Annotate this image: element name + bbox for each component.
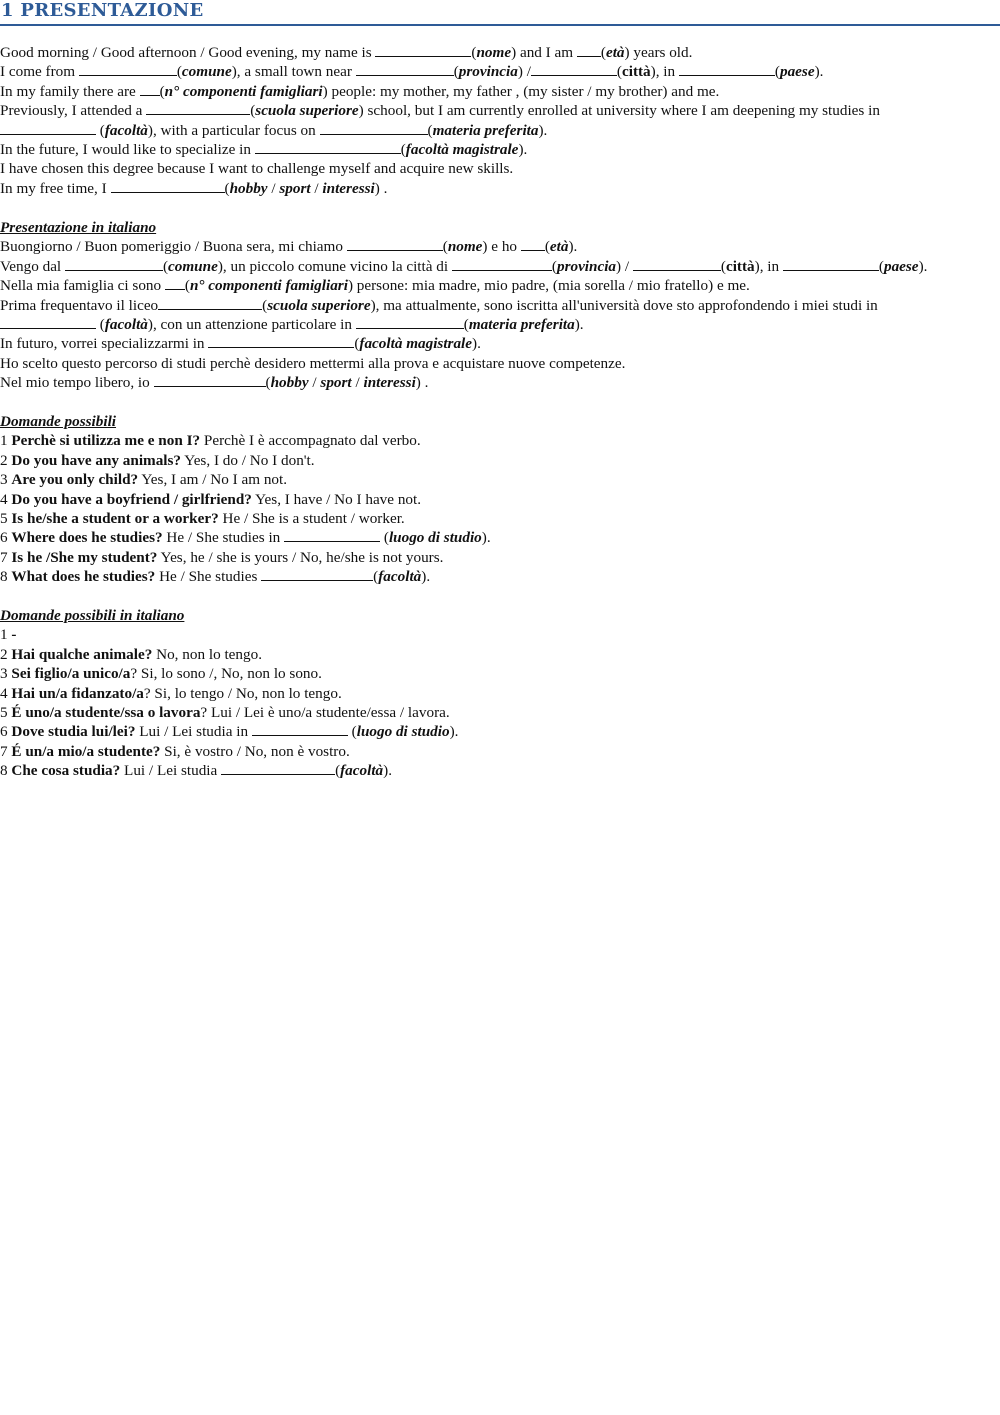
text-run: ), a small town near (231, 63, 356, 81)
text-run: ( (774, 63, 780, 81)
text-run: ). (814, 63, 824, 81)
text-run: ) school, but I am currently enrolled at university where I am deepening my studies in (358, 102, 880, 120)
text-line (0, 237, 1000, 256)
fill-in-blank (633, 257, 721, 271)
text-run: 3 (0, 471, 12, 489)
text-run: ( (176, 63, 182, 81)
emphasis-text: scuola superiore (255, 102, 359, 120)
text-run: ? Si, lo sono /, No, non lo sono. (130, 665, 322, 683)
text-run: Nel mio tempo libero, io (0, 374, 154, 392)
text-run: ( (184, 277, 190, 295)
text-run: 8 (0, 762, 12, 780)
text-line (0, 179, 1000, 198)
text-run: 6 (0, 723, 12, 741)
text-run: ) and I am (511, 44, 577, 61)
emphasis-text: provincia (458, 63, 518, 81)
emphasis-text: età (605, 44, 625, 61)
text-run: ( (354, 335, 360, 353)
fill-in-blank (146, 101, 250, 115)
text-run: ), ma attualmente, sono iscritta all'università dove sto approfondendo i miei studi in (370, 296, 878, 314)
text-line (0, 431, 1000, 450)
fill-in-blank (255, 140, 401, 154)
fill-in-blank (79, 62, 177, 76)
fill-in-blank (221, 761, 335, 775)
text-line (0, 296, 1000, 315)
text-run: 5 (0, 703, 12, 721)
text-run: ( (471, 44, 477, 61)
questions-english (0, 412, 1000, 587)
fill-in-blank (375, 43, 471, 57)
emphasis-text: facoltà magistrale (405, 140, 519, 158)
fill-in-blank (452, 257, 552, 271)
emphasis-text: facoltà (340, 762, 384, 780)
questions-english-lines (0, 431, 1000, 586)
emphasis-text: Do you have a boyfriend / girlfriend? (11, 490, 252, 508)
text-run: Yes, he / she is yours / No, he/she is not yours. (157, 548, 444, 566)
text-run: ). (918, 257, 928, 275)
text-run: In my free time, I (0, 179, 111, 197)
text-run: Buongiorno / Buon pomeriggio / Buona sera, mi chiamo (0, 238, 347, 256)
text-line (0, 451, 1000, 470)
emphasis-text: paese (883, 257, 919, 275)
emphasis-text: interessi (322, 179, 375, 197)
emphasis-text: comune (168, 257, 218, 275)
fill-in-blank (679, 62, 775, 76)
text-run: 4 (0, 684, 12, 702)
text-line (0, 664, 1000, 683)
text-run: ). (472, 335, 481, 353)
emphasis-text: comune (181, 63, 232, 81)
text-run: ? Lui / Lei è uno/a studente/essa / lavora. (200, 703, 450, 721)
emphasis-text: facoltà (104, 315, 148, 333)
text-run: ), un piccolo comune vicino la città di (217, 257, 452, 275)
text-run: ). (449, 723, 459, 741)
text-run: Lui / Lei studia (120, 762, 222, 780)
emphasis-text: città (725, 257, 755, 275)
text-line (0, 509, 1000, 528)
text-run: 2 (0, 451, 12, 469)
text-run: ( (224, 179, 230, 197)
text-run: Nella mia famiglia ci sono (0, 277, 165, 295)
questions-italian-lines (0, 625, 1000, 780)
text-run: Vengo dal (0, 257, 65, 275)
text-line (0, 645, 1000, 664)
emphasis-text: materia preferita (468, 315, 575, 333)
text-line (0, 334, 1000, 353)
section-heading: Presentazione in italiano (0, 219, 157, 236)
fill-in-blank (320, 121, 428, 135)
text-run: ( (453, 63, 459, 81)
emphasis-text: Sei figlio/a unico/a (11, 665, 131, 683)
text-run: Yes, I have / No I have not. (251, 490, 422, 508)
emphasis-text: materia preferita (432, 121, 539, 139)
text-line (0, 490, 1000, 509)
text-line (0, 567, 1000, 586)
text-run: Lui / Lei studia in (135, 723, 252, 741)
text-line (0, 373, 1000, 392)
fill-in-blank (347, 237, 443, 251)
presentation-italian-lines (0, 237, 1000, 392)
presentation-italian (0, 218, 1000, 393)
emphasis-text: scuola superiore (267, 296, 371, 314)
text-run: / (308, 374, 321, 392)
emphasis-text: età (549, 238, 569, 256)
emphasis-text: Is he /She my student? (11, 548, 158, 566)
text-run: 2 (0, 645, 12, 663)
emphasis-text: Dove studia lui/lei? (11, 723, 136, 741)
text-line (0, 703, 1000, 722)
fill-in-blank (65, 257, 163, 271)
fill-in-blank (0, 121, 96, 135)
text-run: ( (96, 121, 105, 139)
emphasis-text: paese (779, 63, 815, 81)
emphasis-text: n° componenti famigliari (189, 277, 348, 295)
text-run: He / She is a student / worker. (218, 509, 405, 527)
text-run: ( (463, 315, 469, 333)
text-run: ( (600, 44, 606, 61)
emphasis-text: Hai qualche animale? (11, 645, 153, 663)
fill-in-blank (208, 334, 354, 348)
emphasis-text: facoltà (378, 568, 422, 586)
text-run: ), con un attenzione particolare in (147, 315, 356, 333)
emphasis-text: Is he/she a student or a worker? (11, 509, 219, 527)
fill-in-blank (158, 296, 262, 310)
text-run: Previously, I attended a (0, 102, 147, 120)
text-run: ( (250, 102, 256, 120)
text-run: I have chosen this degree because I want to challenge myself and acquire new skills. (0, 160, 514, 178)
text-line (0, 43, 1000, 62)
text-line (0, 528, 1000, 547)
text-run: ( (551, 257, 557, 275)
emphasis-text: n° componenti famigliari (164, 82, 323, 100)
emphasis-text: É uno/a studente/ssa o lavora (11, 703, 201, 721)
emphasis-text: Che cosa studia? (11, 762, 121, 780)
text-line (0, 722, 1000, 741)
emphasis-text: città (621, 63, 651, 81)
text-line (0, 470, 1000, 489)
text-run: 8 (0, 568, 12, 586)
text-line (0, 101, 1000, 120)
fill-in-blank (252, 722, 348, 736)
text-run: ), with a particular focus on (147, 121, 320, 139)
text-run: ( (373, 568, 379, 586)
fill-in-blank (154, 373, 266, 387)
text-line (0, 684, 1000, 703)
text-run: ). (538, 121, 548, 139)
emphasis-text: luogo di studio (356, 723, 450, 741)
text-run: He / She studies (155, 568, 262, 586)
text-run: ) . (374, 179, 388, 197)
emphasis-text: facoltà magistrale (359, 335, 473, 353)
text-run: 6 (0, 529, 12, 547)
text-run: ( (265, 374, 271, 392)
section-heading: Domande possibili in italiano (0, 607, 185, 624)
text-run: ) people: my mother, my father , (my sister / my brother) and me. (322, 82, 720, 100)
text-run: ( (159, 82, 165, 100)
text-run: 5 (0, 509, 12, 527)
text-line (0, 140, 1000, 159)
text-run: ( (380, 529, 389, 547)
text-run: ). (421, 568, 431, 586)
text-run: ( (616, 63, 622, 81)
text-run: 1 (0, 432, 12, 450)
text-run: ( (544, 238, 550, 256)
text-run: 7 (0, 742, 12, 760)
emphasis-text: provincia (556, 257, 617, 275)
emphasis-text: Hai un/a fidanzato/a (11, 684, 144, 702)
text-line (0, 625, 1000, 644)
text-run: Yes, I am / No I am not. (138, 471, 288, 489)
text-line (0, 742, 1000, 761)
emphasis-text: Perchè si utilizza me e non I? (11, 432, 201, 450)
fill-in-blank (111, 179, 225, 193)
text-run: ) persone: mia madre, mio padre, (mia sorella / mio fratello) e me. (347, 277, 750, 295)
text-run: / (267, 179, 280, 197)
emphasis-text: facoltà (104, 121, 148, 139)
text-run: / (351, 374, 364, 392)
text-run: ) / (517, 63, 531, 81)
emphasis-text: Do you have any animals? (11, 451, 182, 469)
text-run: ) years old. (624, 44, 693, 61)
text-run: 3 (0, 665, 12, 683)
text-run: In my family there are (0, 82, 140, 100)
text-line (0, 276, 1000, 295)
text-run: He / She studies in (162, 529, 285, 547)
emphasis-text: nome (476, 44, 512, 61)
emphasis-text: sport (320, 374, 352, 392)
fill-in-blank (165, 276, 185, 290)
text-run: I come from (0, 63, 79, 81)
text-run: ( (347, 723, 357, 741)
text-run: No, non lo tengo. (152, 645, 262, 663)
text-run: ( (162, 257, 169, 275)
text-run: ). (574, 315, 584, 333)
emphasis-text: interessi (363, 374, 416, 392)
emphasis-text: sport (279, 179, 311, 197)
fill-in-blank (284, 528, 380, 542)
text-run: ( (96, 315, 105, 333)
text-run: ) / (616, 257, 633, 275)
text-line (0, 62, 1000, 81)
text-run: ) . (415, 374, 429, 392)
emphasis-text: - (11, 626, 17, 644)
text-line (0, 761, 1000, 780)
text-run: Good morning / Good afternoon / Good evening, my name is (0, 44, 376, 61)
text-run: Ho scelto questo percorso di studi perchè desidero mettermi alla prova e acquistare nuove competenze. (0, 354, 626, 372)
text-line (0, 121, 1000, 140)
text-run: ( (427, 121, 433, 139)
fill-in-blank (577, 43, 601, 57)
page-title: 1 PRESENTAZIONE (1, 0, 204, 21)
presentation-english-lines (0, 43, 1000, 198)
fill-in-blank (783, 257, 879, 271)
text-run: / (310, 179, 323, 197)
text-run: ( (262, 296, 268, 314)
text-run: ( (720, 257, 726, 275)
text-run: In futuro, vorrei specializzarmi in (0, 335, 209, 353)
text-line (0, 315, 1000, 334)
text-run: ( (335, 762, 341, 780)
text-run: ( (400, 140, 406, 158)
fill-in-blank (521, 237, 545, 251)
fill-in-blank (261, 567, 373, 581)
text-run: Si, è vostro / No, non è vostro. (160, 742, 350, 760)
text-run: ). (481, 529, 491, 547)
text-line (0, 354, 1000, 373)
text-run: ). (518, 140, 528, 158)
text-run: ( (878, 257, 884, 275)
text-run: In the future, I would like to specialize in (0, 140, 255, 158)
text-line (0, 257, 1000, 276)
fill-in-blank (531, 62, 617, 76)
fill-in-blank (0, 315, 96, 329)
text-run: Yes, I do / No I don't. (181, 451, 315, 469)
text-run: ). (383, 762, 393, 780)
fill-in-blank (140, 82, 160, 96)
text-run: ( (442, 238, 448, 256)
text-run: 7 (0, 548, 12, 566)
emphasis-text: É un/a mio/a studente? (11, 742, 161, 760)
presentation-english (0, 43, 1000, 198)
text-run: ? Si, lo tengo / No, non lo tengo. (143, 684, 342, 702)
text-run: 1 (0, 626, 12, 644)
text-run: ), in (754, 257, 783, 275)
section-heading: Domande possibili (0, 413, 117, 430)
emphasis-text: What does he studies? (11, 568, 156, 586)
text-run: Prima frequentavo il liceo (0, 296, 159, 314)
text-run: 4 (0, 490, 12, 508)
questions-italian (0, 606, 1000, 781)
text-run: ) e ho (482, 238, 521, 256)
text-line (0, 159, 1000, 178)
text-line (0, 548, 1000, 567)
text-line (0, 82, 1000, 101)
fill-in-blank (356, 62, 454, 76)
text-run: ). (568, 238, 578, 256)
emphasis-text: Where does he studies? (11, 529, 163, 547)
fill-in-blank (356, 315, 464, 329)
emphasis-text: Are you only child? (11, 471, 139, 489)
text-run: Perchè I è accompagnato dal verbo. (200, 432, 421, 450)
emphasis-text: luogo di studio (388, 529, 482, 547)
title-bar (0, 0, 1000, 26)
text-run: ), in (650, 63, 679, 81)
emphasis-text: nome (447, 238, 483, 256)
emphasis-text: hobby (229, 179, 268, 197)
emphasis-text: hobby (270, 374, 309, 392)
